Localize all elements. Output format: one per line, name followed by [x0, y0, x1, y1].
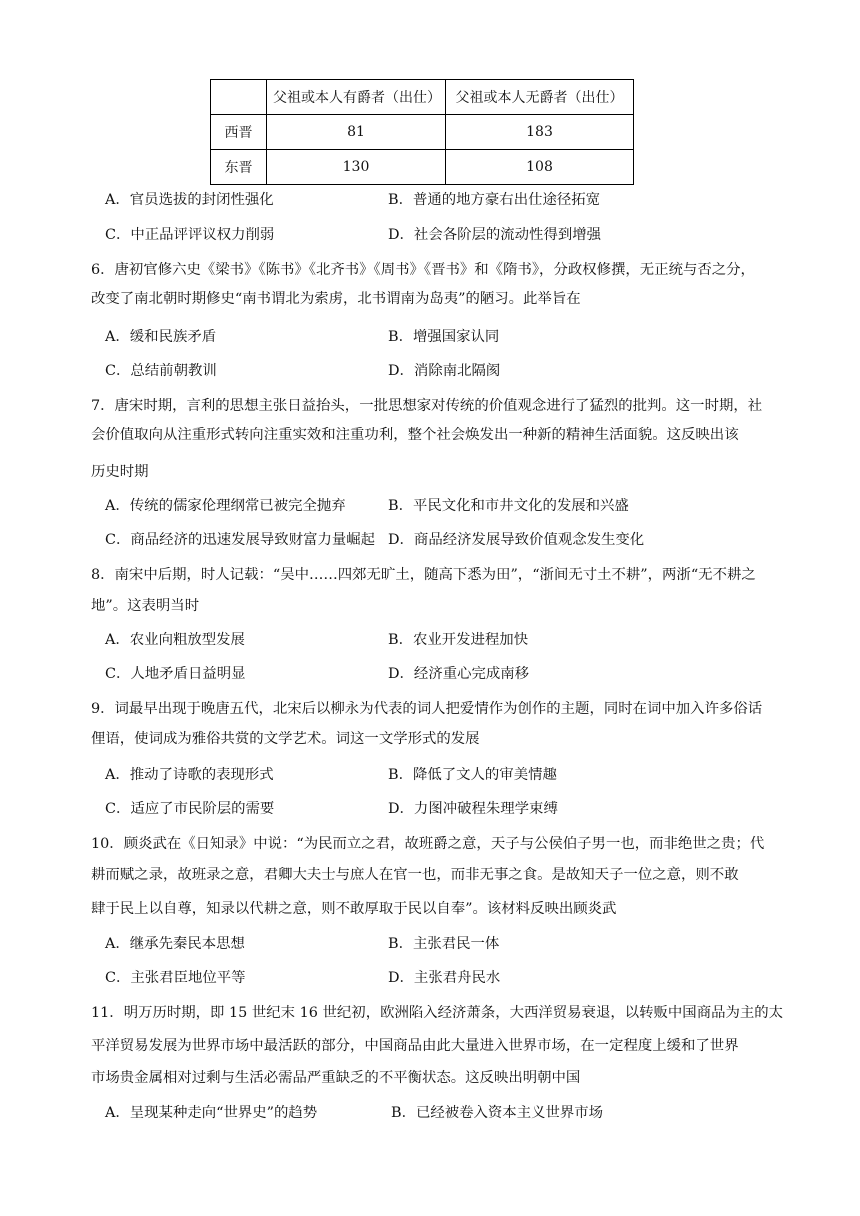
q10-option-d: D．主张君舟民水 [388, 970, 501, 986]
q8-option-a: A．农业向粗放型发展 [105, 632, 245, 648]
q9-stem-line: 9．词最早出现于晚唐五代，北宋后以柳永为代表的词人把爱情作为创作的主题，同时在词中加入许多俗话 [91, 701, 763, 717]
official-origin-table [210, 79, 634, 185]
table-header-row [211, 80, 634, 115]
table-cell: 东晋 [211, 150, 267, 185]
q7-option-d: D．商品经济发展导致价值观念发生变化 [388, 532, 645, 548]
q10-option-c: C．主张君臣地位平等 [105, 970, 246, 986]
table-cell: 西晋 [211, 115, 267, 150]
q6-option-d: D．消除南北隔阂 [388, 363, 501, 379]
q9-option-b: B．降低了文人的审美情趣 [388, 767, 557, 783]
q6-option-a: A．缓和民族矛盾 [105, 329, 217, 345]
table-cell: 81 [267, 115, 446, 150]
q11-option-a: A．呈现某种走向“世界史”的趋势 [105, 1105, 318, 1121]
q10-stem-line: 10．顾炎武在《日知录》中说：“为民而立之君，故班爵之意，天子与公侯伯子男一也，而非绝世之贵；代 [91, 836, 765, 852]
q7-option-a: A．传统的儒家伦理纲常已被完全抛弃 [105, 498, 346, 514]
q7-stem-line: 7．唐宋时期，言利的思想主张日益抬头，一批思想家对传统的价值观念进行了猛烈的批判。这一时期，社 [91, 398, 763, 414]
q9-option-a: A．推动了诗歌的表现形式 [105, 767, 274, 783]
q8-stem-line: 地”。这表明当时 [91, 598, 200, 614]
q8-stem-line: 8．南宋中后期，时人记载：“吴中……四郊无旷土，随高下悉为田”，“浙间无寸土不耕”，两浙“无不耕之 [91, 567, 756, 583]
q11-stem-line: 平洋贸易发展为世界市场中最活跃的部分，中国商品由此大量进入世界市场，在一定程度上缓和了世界 [91, 1038, 739, 1054]
q9-option-d: D．力图冲破程朱理学束缚 [388, 801, 558, 817]
q6-option-b: B．增强国家认同 [388, 329, 500, 345]
table-cell: 183 [446, 115, 634, 150]
table-row [211, 115, 634, 150]
q9-stem-line: 俚语，使词成为雅俗共赏的文学艺术。词这一文学形式的发展 [91, 731, 480, 747]
q11-option-b: B．已经被卷入资本主义世界市场 [391, 1105, 604, 1121]
q10-option-b: B．主张君民一体 [388, 936, 500, 952]
q9-option-c: C．适应了市民阶层的需要 [105, 801, 275, 817]
q7-stem-line: 会价值取向从注重形式转向注重实效和注重功利，整个社会焕发出一种新的精神生活面貌。这反映出该 [91, 427, 739, 443]
table-cell: 130 [267, 150, 446, 185]
q8-option-b: B．农业开发进程加快 [388, 632, 529, 648]
q11-stem-line: 市场贵金属相对过剩与生活必需品严重缺乏的不平衡状态。这反映出明朝中国 [91, 1070, 581, 1086]
q10-stem-line: 肆于民上以自尊，知录以代耕之意，则不敢厚取于民以自奉”。该材料反映出顾炎武 [91, 901, 617, 917]
q5-option-d: D．社会各阶层的流动性得到增强 [388, 227, 602, 243]
q10-stem-line: 耕而赋之录，故班录之意，君卿大夫士与庶人在官一也，而非无事之食。是故知天子一位之意，则不敢 [91, 867, 739, 883]
table-row [211, 150, 634, 185]
table-header-cell: 父祖或本人有爵者（出仕） [267, 80, 446, 115]
table-header-cell [211, 80, 267, 115]
table-header-cell: 父祖或本人无爵者（出仕） [446, 80, 634, 115]
q10-option-a: A．继承先秦民本思想 [105, 936, 245, 952]
q7-stem-line: 历史时期 [91, 464, 149, 480]
q6-stem-line: 6．唐初官修六史《梁书》《陈书》《北齐书》《周书》《晋书》和《隋书》，分政权修撰，无正统与否之分， [91, 262, 755, 278]
q5-option-c: C．中正品评评议权力削弱 [105, 227, 275, 243]
q7-option-c: C．商品经济的迅速发展导致财富力量崛起 [105, 532, 376, 548]
q7-option-b: B．平民文化和市井文化的发展和兴盛 [388, 498, 629, 514]
q8-option-d: D．经济重心完成南移 [388, 666, 530, 682]
q6-stem-line: 改变了南北朝时期修史“南书谓北为索虏，北书谓南为岛夷”的陋习。此举旨在 [91, 291, 581, 307]
q5-option-a: A．官员选拔的封闭性强化 [105, 192, 274, 208]
q11-stem-line: 11．明万历时期，即 15 世纪末 16 世纪初，欧洲陷入经济萧条，大西洋贸易衰退，以转贩中国商品为主的太 [91, 1005, 784, 1021]
q6-option-c: C．总结前朝教训 [105, 363, 217, 379]
q8-option-c: C．人地矛盾日益明显 [105, 666, 246, 682]
q5-option-b: B．普通的地方豪右出仕途径拓宽 [388, 192, 601, 208]
table-cell: 108 [446, 150, 634, 185]
